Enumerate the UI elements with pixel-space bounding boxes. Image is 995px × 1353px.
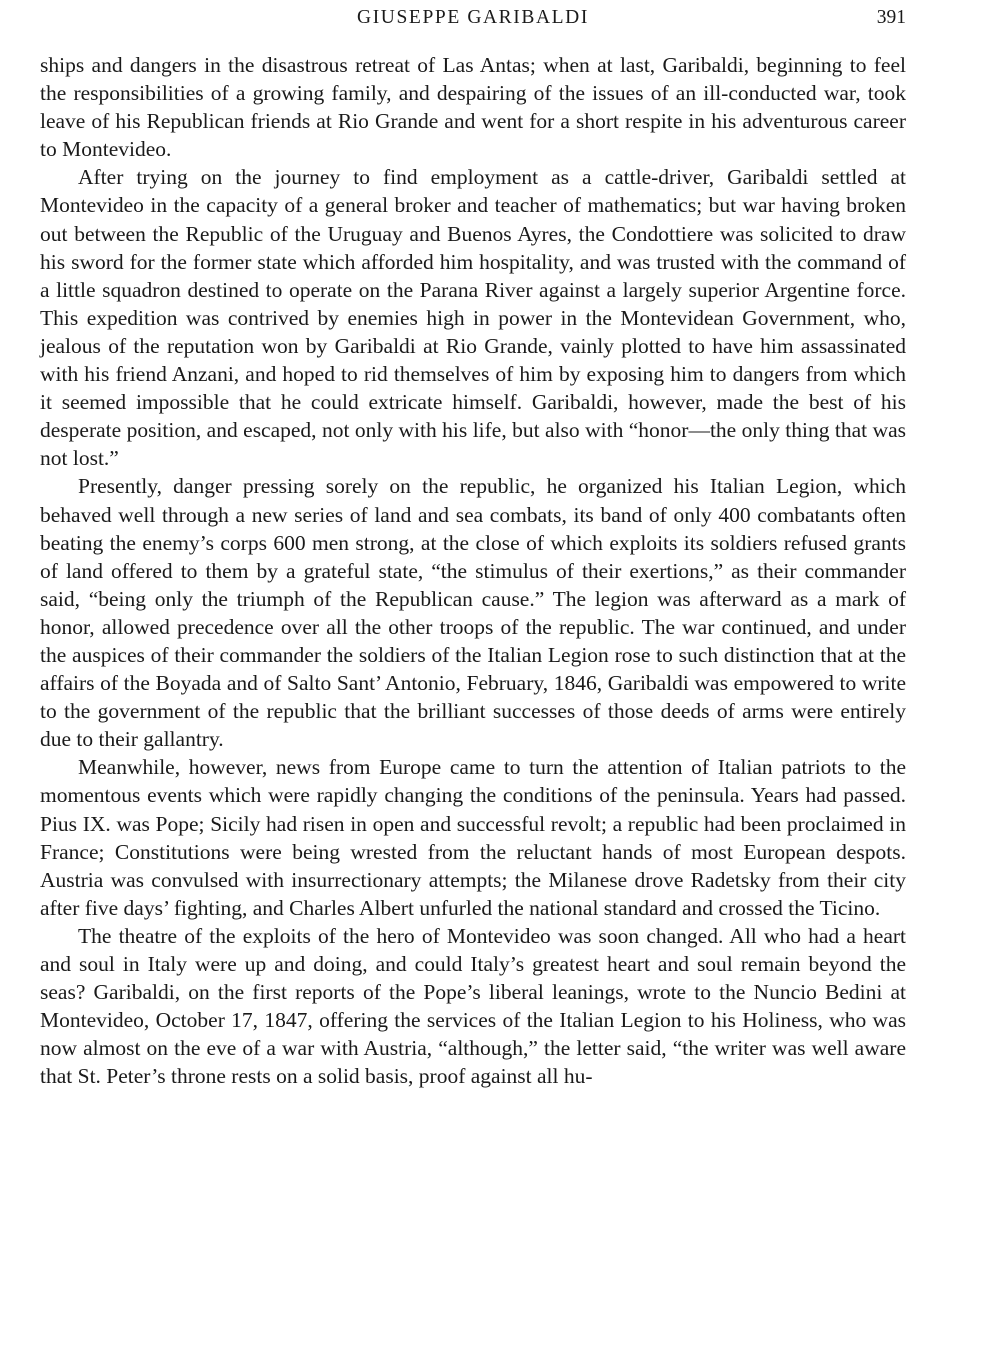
running-head: GIUSEPPE GARIBALDI [357,7,589,28]
paragraph-montevideo: After trying on the journey to find employment as a cattle-driver, Garibaldi settled at Montevideo in the capacity of a general broker and teacher of mathematics; but war having broken out between the Republic of the Uruguay and Buenos Ayres, the Condottiere was solicited to draw his sword for the former state which afforded him hospitality, and was trusted with the command of a little squadron destined to operate on the Parana River against a largely superior Argentine force. This expedition was contrived by enemies high in power in the Montevidean Government, who, jealous of the reputation won by Garibaldi at Rio Grande, vainly plotted to have him assassinated with his friend Anzani, and hoped to rid themselves of him by exposing him to dangers from which it seemed impossible that he could extricate himself. Garibaldi, however, made the best of his desperate position, and escaped, not only with his life, but also with “honor—the only thing that was not lost.” [40,165,906,471]
body-text [40,51,906,1090]
paragraph-italian-legion: Presently, danger pressing sorely on the republic, he organized his Italian Legion, which behaved well through a new series of land and sea combats, its band of only 400 combatants often beating the enemy’s corps 600 men strong, at the close of which exploits its soldiers refused grants of land offered to them by a grateful state, “the stimulus of their exertions,” as their commander said, “being only the triumph of the Republican cause.” The legion was afterward as a mark of honor, allowed precedence over all the other troops of the republic. The war continued, and under the auspices of their commander the soldiers of the Italian Legion rose to such distinction that at the affairs of the Boyada and of Salto Sant’ Antonio, February, 1846, Garibaldi was empowered to write to the government of the republic that the brilliant successes of those deeds of arms were entirely due to their gallantry. [40,474,906,752]
paragraph-continued: ships and dangers in the disastrous retreat of Las Antas; when at last, Garibaldi, beginning to feel the responsibilities of a growing family, and despairing of the issues of an ill-conducted war, took leave of his Republican friends at Rio Grande and went for a short respite in his adventurous career to Montevideo. [40,53,906,162]
paragraph-theatre-changed: The theatre of the exploits of the hero of Montevideo was soon changed. All who had a heart and soul in Italy were up and doing, and could Italy’s greatest heart and soul remain beyond the seas? Garibaldi, on the first reports of the Pope’s liberal leanings, wrote to the Nuncio Bedini at Montevideo, October 17, 1847, offering the services of the Italian Legion to his Holiness, who was now almost on the eve of a war with Austria, “although,” the letter said, “the writer was well aware that St. Peter’s throne rests on a solid basis, proof against all hu- [40,923,906,1089]
page-number: 391 [876,7,906,28]
paragraph-news-from-europe: Meanwhile, however, news from Europe came to turn the attention of Italian patriots to the momentous events which were rapidly changing the conditions of the peninsula. Years had passed. Pius IX. was Pope; Sicily had risen in open and successful revolt; a republic had been proclaimed in France; Constitutions were being wrested from the reluctant hands of most European despots. Austria was convulsed with insurrectionary attempts; the Milanese drove Radetsky from their city after five days’ fighting, and Charles Albert unfurled the national standard and crossed the Ticino. [40,755,906,920]
page-header [40,6,906,34]
